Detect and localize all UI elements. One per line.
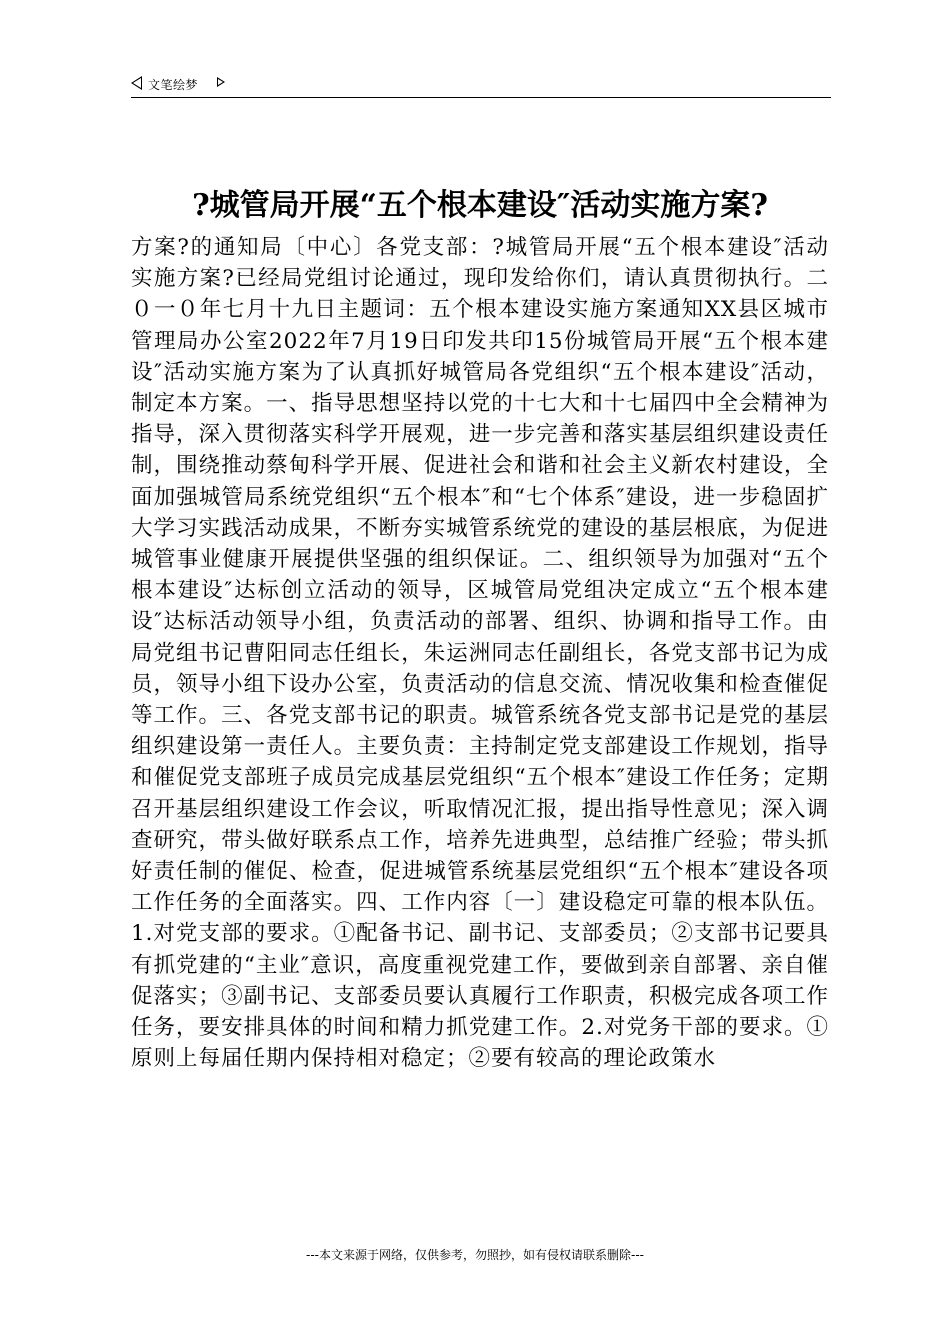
header-brand: 文笔绘梦 — [148, 78, 199, 92]
document-body: 方案?的通知局〔中心〕各党支部：?城管局开展“五个根本建设″活动实施方案?已经局党组讨论通过，现印发给你们，请认真贯彻执行。二０一０年七月十九日主题词：五个根本建设实施方案通知XX县区城市管理局办公室2022年7月19日印发共印15份城管局开展“五个根本建设″活动实施方案为了认真抓好城管局各党组织“五个根本建设″活动，制定本方案。一、指导思想坚持以党的十七大和十七届四中全会精神为指导，深入贯彻落实科学开展观，进一步完善和落实基层组织建设责任制，围绕推动蔡甸科学开展、促进社会和谐和社会主义新农村建设，全面加强城管局系统党组织“五个根本″和“七个体系″建设，进一步稳固扩大学习实践活动成果，不断夯实城管系统党的建设的基层根底，为促进城管事业健康开展提供坚强的组织保证。二、组织领导为加强对“五个根本建设″达标创立活动的领导，区城管局党组决定成立“五个根本建设″达标活动领导小组，负责活动的部署、组织、协调和指导工作。由局党组书记曹阳同志任组长，朱运洲同志任副组长，各党支部书记为成员，领导小组下设办公室，负责活动的信息交流、情况收集和检查催促等工作。三、各党支部书记的职责。城管系统各党支部书记是党的基层组织建设第一责任人。主要负责：主持制定党支部建设工作规划，指导和催促党支部班子成员完成基层党组织“五个根本″建设工作任务；定期召开基层组织建设工作会议，听取情况汇报，提出指导性意见；深入调查研究，带头做好联系点工作，培养先进典型，总结推广经验；带头抓好责任制的催促、检查，促进城管系统基层党组织“五个根本″建设各项工作任务的全面落实。四、工作内容〔一〕建设稳定可靠的根本队伍。1.对党支部的要求。①配备书记、副书记、支部委员；②支部书记要具有抓党建的“主业″意识，高度重视党建工作，要做到亲自部署、亲自催促落实；③副书记、支部委员要认真履行工作职责，积极完成各项工作任务，要安排具体的时间和精力抓党建工作。2.对党务干部的要求。①原则上每届任期内保持相对稳定；②要有较高的理论政策水 — [131, 235, 829, 1072]
triangle-right-icon — [217, 77, 225, 87]
triangle-left-icon — [131, 76, 142, 90]
header-divider — [131, 97, 831, 98]
page-footer: ---本文来源于网络，仅供参考，勿照抄，如有侵权请联系删除--- — [306, 1248, 644, 1262]
document-title: ?城管局开展“五个根本建设″活动实施方案? — [192, 188, 768, 223]
page-header — [131, 74, 831, 98]
